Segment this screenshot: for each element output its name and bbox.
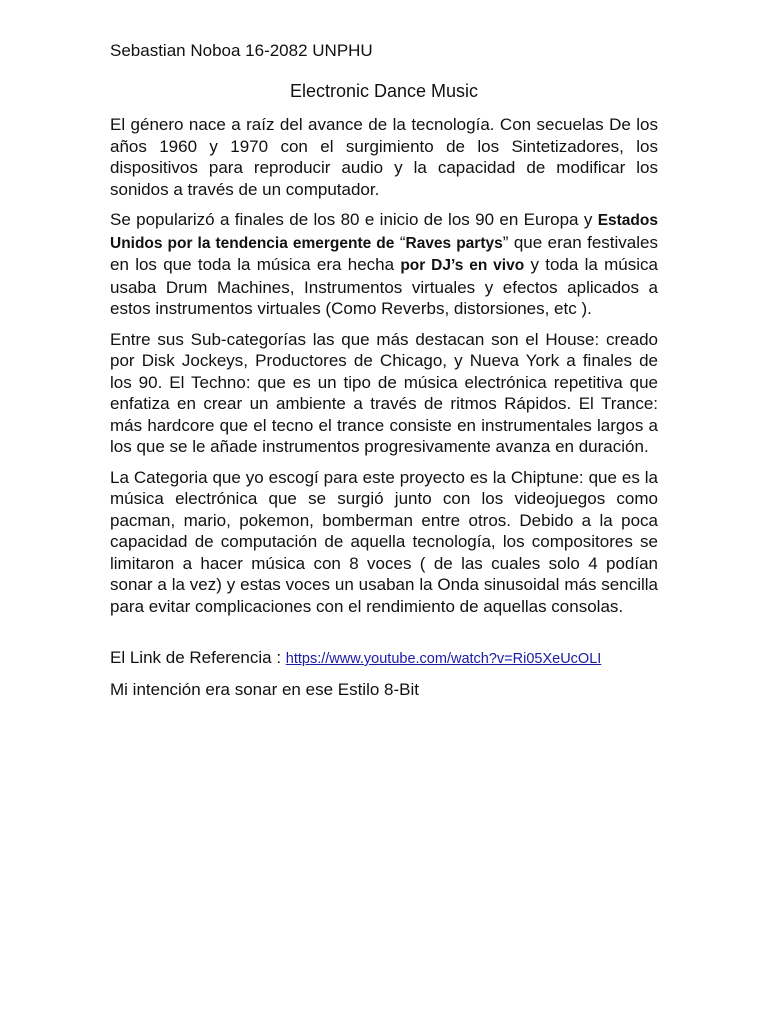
bold-phrase-djs: por DJ’s en vivo xyxy=(400,257,525,274)
paragraph-popularity xyxy=(110,209,658,320)
paragraph-popularity-text-1: Se popularizó a finales de los 80 e inicio de los 90 en Europa y xyxy=(110,210,598,229)
paragraph-chiptune: La Categoria que yo escogí para este proyecto es la Chiptune: que es la música electrónica que se surgió junto con los videojuegos como pacman, mario, pokemon, bomberman entre otros. Debido a la poca capacidad de computación de aquella tecnología, los compositores se limitaron a hacer música con 8 voces ( de las cuales solo 4 podían sonar a la vez) y estas voces un usaban la Onda sinusoidal más sencilla para evitar complicaciones con el rendimiento de aquellas consolas. xyxy=(110,467,658,616)
reference-link[interactable]: https://www.youtube.com/watch?v=Ri05XeUcOLI xyxy=(285,651,602,667)
author-line: Sebastian Noboa 16-2082 UNPHU xyxy=(110,41,373,60)
bold-phrase-us-trend: Estados Unidos por la tendencia emergente de xyxy=(110,212,658,252)
closing-line: Mi intención era sonar en ese Estilo 8-Bit xyxy=(110,680,419,699)
paragraph-origin: El género nace a raíz del avance de la tecnología. Con secuelas De los años 1960 y 1970 con el surgimiento de los Sintetizadores, los dispositivos para reproducir audio y la capacidad de modificar los sonidos a través de un computador. xyxy=(110,115,658,199)
reference-label: El Link de Referencia : xyxy=(110,648,286,667)
paragraph-subcategories: Entre sus Sub-categorías las que más destacan son el House: creado por Disk Jockeys, Productores de Chicago, y Nueva York a finales de los 90. El Techno: que es un tipo de música electrónica repetitiva que enfatiza en crear un ambiente a través de ritmos Rápidos. El Trance: más hardcore que el tecno el trance consiste en instrumentales largos a los que se le añade instrumentos progresivamente avanza en duración. xyxy=(110,329,658,456)
paragraph-popularity-text-2: “ xyxy=(394,232,406,252)
paragraph-popularity-text-3: ” que eran festivales en los que toda la música era hecha xyxy=(110,232,658,274)
bold-phrase-raves: Raves partys xyxy=(405,234,503,252)
paragraph-popularity-text-4: y toda la música usaba Drum Machines, Instrumentos virtuales y efectos aplicados a estos instrumentos virtuales (Como Reverbs, distorsiones, etc ). xyxy=(110,255,658,318)
reference-line xyxy=(110,647,658,670)
document-title: Electronic Dance Music xyxy=(289,81,479,101)
